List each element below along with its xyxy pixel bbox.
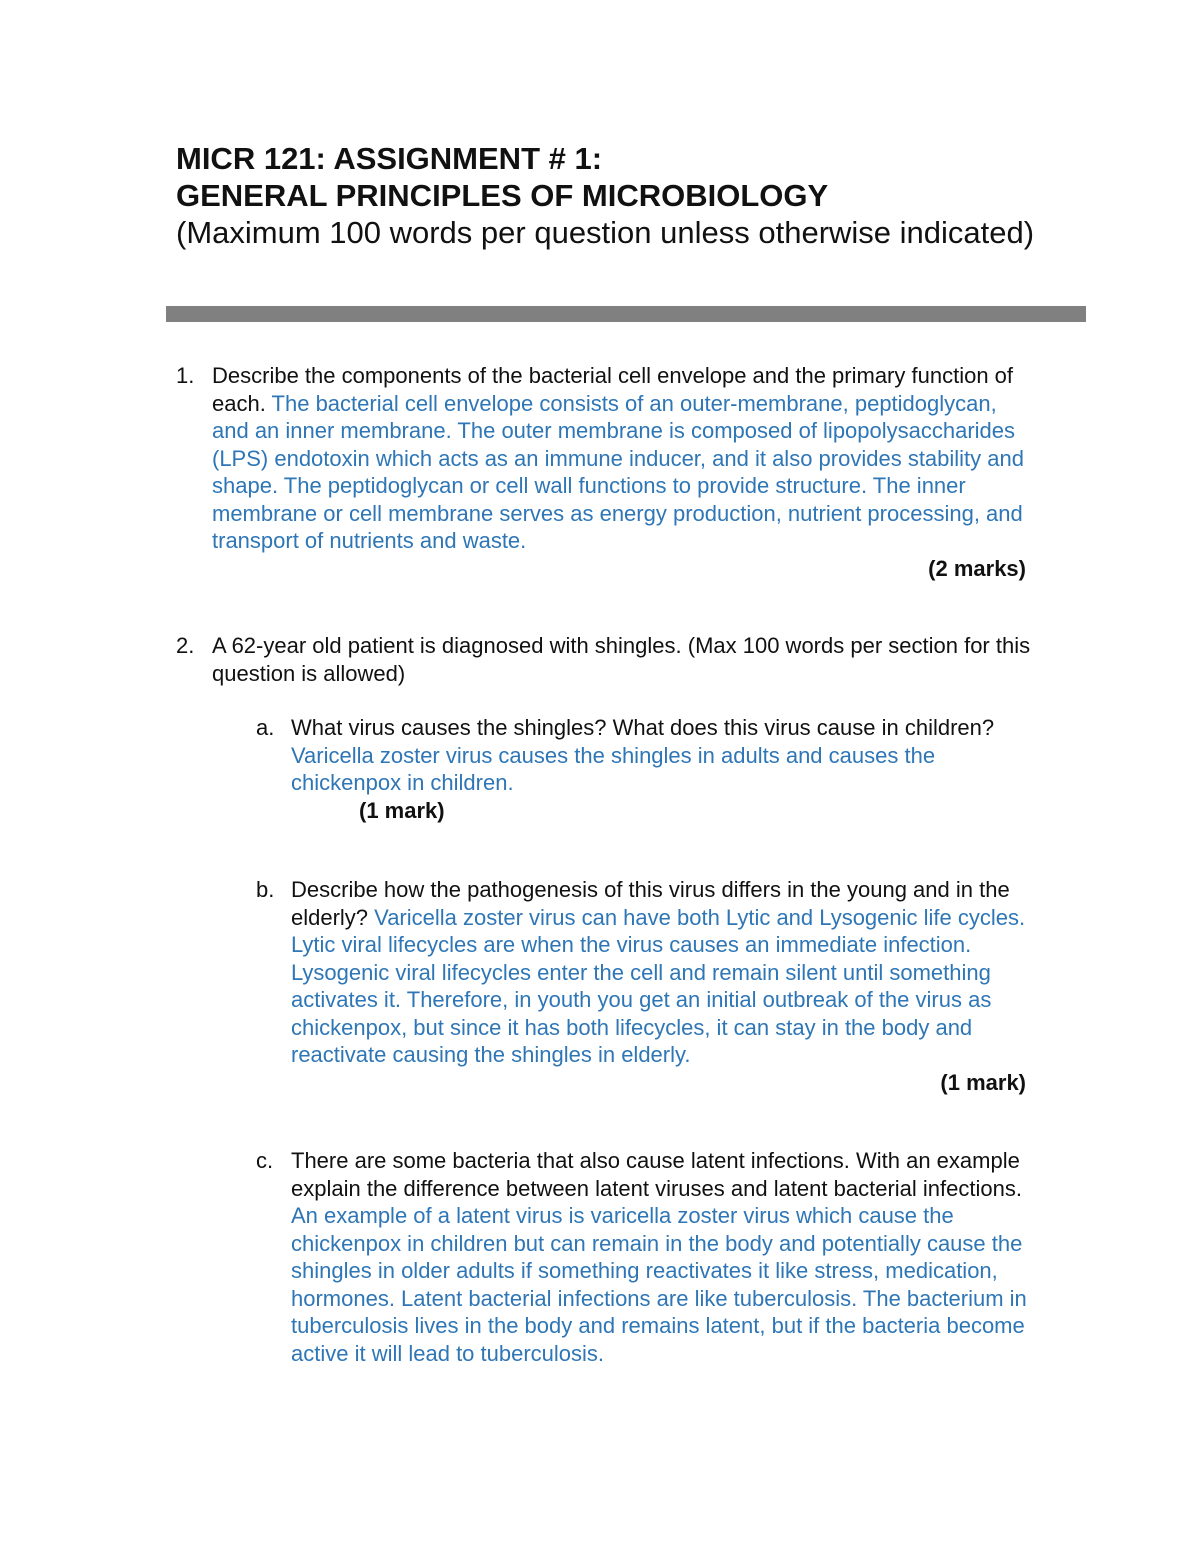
subquestion-body (291, 876, 1036, 1069)
question-2a (256, 714, 1036, 824)
question-body (212, 362, 1036, 555)
header-divider (166, 306, 1086, 322)
answer-text: Varicella zoster virus can have both Lytic and Lysogenic life cycles. Lytic viral lifecycles are when the virus causes an immediate infection. Lysogenic viral lifecycles enter the cell and remain silent until something activates it. Therefore, in youth you get an initial outbreak of the virus as chickenpox, but since it has both lifecycles, it can stay in the body and reactivate causing the shingles in elderly. (291, 904, 1026, 1067)
subquestion-letter: b. (256, 877, 275, 902)
question-text: Describe the components of the bacterial cell envelope and the primary function of each. (212, 363, 1014, 416)
marks-label: (2 marks) (928, 555, 1026, 581)
subquestion-body (291, 714, 1036, 824)
question-2 (176, 632, 1036, 687)
question-number: 1. (176, 363, 195, 388)
question-2b (256, 876, 1036, 1096)
answer-text: An example of a latent virus is varicella zoster virus which cause the chickenpox in children but can remain in the body and potentially cause the shingles in older adults if something reactivates it like stress, medication, hormones. Latent bacterial infections are like tuberculosis. The bacterium in tuberculosis lives in the body and remains latent, but if the bacteria become active it will lead to tuberculosis. (291, 1203, 1027, 1366)
subquestion-letter: c. (256, 1148, 274, 1173)
subquestion-body (291, 1147, 1036, 1367)
question-1 (176, 362, 1036, 582)
question-text: What virus causes the shingles? What does this virus cause in children? (291, 715, 995, 740)
question-number: 2. (176, 633, 195, 658)
marks-label: (1 mark) (359, 797, 445, 823)
question-text: Describe how the pathogenesis of this virus differs in the young and in the elderly? (291, 877, 1010, 930)
title-course-line: MICR 121: ASSIGNMENT # 1: (176, 141, 603, 176)
answer-text: The bacterial cell envelope consists of an outer-membrane, peptidoglycan, and an inner membrane. The outer membrane is composed of lipopolysaccharides (LPS) endotoxin which acts as an immune inducer, and it also provides stability and shape. The peptidoglycan or cell wall functions to provide structure. The inner membrane or cell membrane serves as energy production, nutrient processing, and transport of nutrients and waste. (212, 390, 1024, 553)
question-2c (256, 1147, 1036, 1367)
answer-text: Varicella zoster virus causes the shingles in adults and causes the chickenpox in children. (291, 742, 936, 795)
title-topic-line: GENERAL PRINCIPLES OF MICROBIOLOGY (176, 178, 829, 213)
assignment-title (176, 140, 1076, 214)
word-limit-note: (Maximum 100 words per question unless otherwise indicated) (176, 215, 1035, 250)
subquestion-letter: a. (256, 715, 275, 740)
question-text: There are some bacteria that also cause latent infections. With an example explain the difference between latent viruses and latent bacterial infections. (291, 1148, 1022, 1201)
marks-label: (1 mark) (940, 1069, 1026, 1095)
question-text: A 62-year old patient is diagnosed with shingles. (Max 100 words per section for this question is allowed) (212, 633, 1031, 686)
